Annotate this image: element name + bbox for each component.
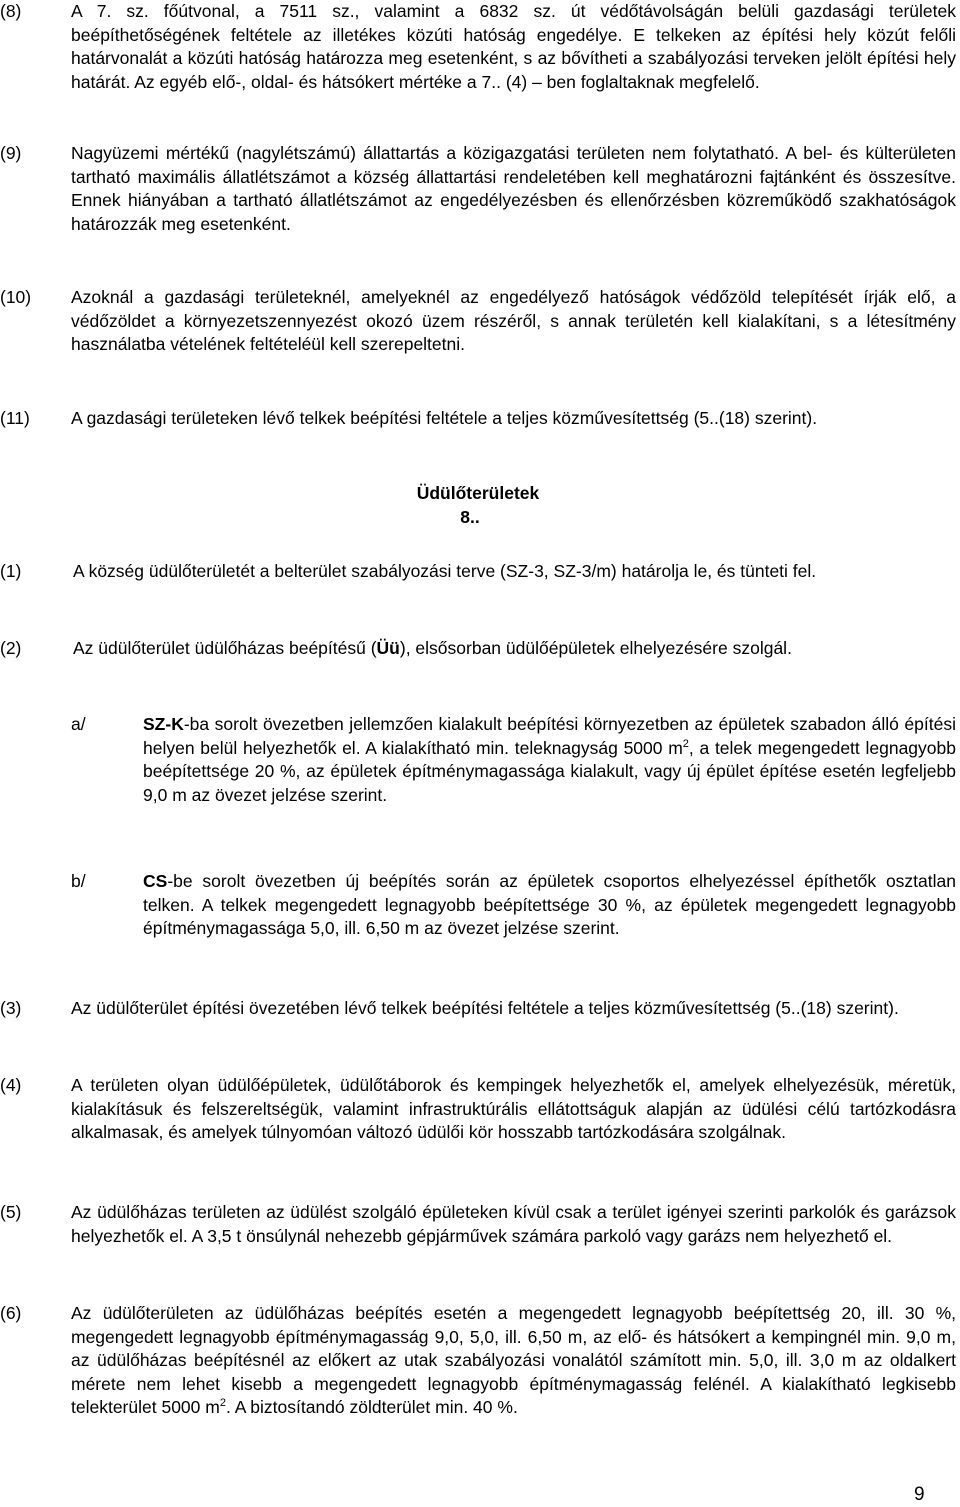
subitem-label: a/ (71, 714, 86, 734)
paragraph-text: Azoknál a gazdasági területeknél, amelyeknél az engedélyező hatóságok védőzöld telepítését írják elő, a védőzöldet a környezetszennyezést okozó üzem részéről, s annak területén kell kialakítani, s a létesítmény használatba vételének feltételéül kell szerepeltetni. (71, 287, 956, 355)
zone-code: SZ-K (143, 714, 184, 734)
paragraph-text: A területen olyan üdülőépületek, üdülőtáborok és kempingek helyezhetők el, amelyek elhelyezésük, méretük, kialakításuk és felszereltségük, valamint infrastruktúrális ellátottságuk alapján az üdülési célú tartózkodásra alkalmasak, és amelyek túlnyomóan változó üdülői kör hosszabb tartózkodására szolgálnak. (71, 1075, 956, 1143)
paragraph-text: A gazdasági területeken lévő telkek beépítési feltétele a teljes közművesítettség (5..(18) szerint). (71, 408, 818, 428)
paragraph-text-before: Az üdülőterület üdülőházas beépítésű ( (73, 638, 377, 658)
subitem-label: b/ (71, 871, 86, 891)
paragraph-text (73, 637, 956, 661)
subitem-text-rest: -be sorolt övezetben új beépítés során az épületek csoportos elhelyezéssel építhetők osztatlan telken. A telkek megengedett legnagyobb beépítettsége 30 %, az épületek megengedett legnagyobb építménymagassága 5,0, ill. 6,50 m az övezet jelzése szerint. (143, 871, 956, 939)
paragraph-number: (8) (0, 1, 22, 21)
paragraph-text: Nagyüzemi mértékű (nagylétszámú) állattartás a közigazgatási területen nem folytatható. A bel- és külterületen tartható maximális állatlétszámot a község állattartási rendeletében kell meghatározni fajtánként és összesítve. Ennek hiányában a tartható állatlétszámot az engedélyezésben és ellenőrzésben közreműködő szakhatóságok határozzák meg esetenként. (71, 143, 956, 234)
paragraph-text-after: . A biztosítandó zöldterület min. 40 %. (225, 1397, 518, 1418)
paragraph-number: (5) (0, 1202, 22, 1222)
zone-code: CS (143, 871, 168, 891)
paragraph-text: A 7. sz. főútvonal, a 7511 sz., valamint a 6832 sz. út védőtávolságán belüli gazdasági területek beépíthetőségének feltétele az illetékes közúti hatóság engedélye. E telkeken az építési hely közút felőli határvonalát a közúti hatóság határozza meg esetenként, s az bővítheti a szabályozási terveken jelölt építési hely határát. Az egyéb elő-, oldal- és hátsókert mértéke a 7.. (4) – ben foglaltaknak megfelelő. (71, 1, 956, 92)
section-heading (0, 482, 960, 529)
paragraph-number: (1) (0, 561, 22, 581)
superscript: 2 (682, 737, 689, 750)
paragraph-number: (11) (0, 408, 30, 428)
paragraph-number: (4) (0, 1075, 22, 1095)
subitem-text (143, 713, 956, 807)
paragraph-number: (3) (0, 998, 22, 1018)
paragraph-number: (2) (0, 638, 22, 658)
paragraph-text: A község üdülőterületét a belterület szabályozási terve (SZ-3, SZ-3/m) határolja le, és tünteti fel. (73, 561, 817, 581)
paragraph-text-after: ), elsősorban üdülőépületek elhelyezésére szolgál. (399, 638, 792, 658)
subitem-text-after: , a telek megengedett legnagyobb beépítettsége 20 %, az épületek építménymagassága kialakult, vagy új épület építése esetén legfeljebb 9,0 m az övezet jelzése szerint. (143, 737, 956, 805)
superscript: 2 (219, 1397, 226, 1410)
paragraph-text: Az üdülőterület építési övezetében lévő telkek beépítési feltétele a teljes közművesítettség (5..(18) szerint). (71, 998, 899, 1018)
paragraph-text (71, 1302, 956, 1420)
page-number: 9 (914, 1484, 925, 1505)
section-title: Üdülőterületek (416, 483, 540, 503)
section-number: 8.. (460, 506, 480, 527)
subitem-text-before: -ba sorolt övezetben jellemzően kialakult beépítési környezetben az épületek szabadon álló építési helyen belül helyezhetők el. A kialakítható min. teleknagyság 5000 m (143, 714, 956, 758)
zone-code: Üü (376, 638, 400, 658)
paragraph-text: Az üdülőházas területen az üdülést szolgáló épületeken kívül csak a terület igényei szerinti parkolók és garázsok helyezhetők el. A 3,5 t önsúlynál nehezebb gépjárművek számára parkoló vagy garázs nem helyezhető el. (71, 1202, 956, 1246)
paragraph-number: (6) (0, 1303, 22, 1323)
paragraph-number: (9) (0, 143, 22, 163)
subitem-text (143, 870, 956, 941)
paragraph-text-before: Az üdülőterületen az üdülőházas beépítés esetén a megengedett legnagyobb beépítettség 20, ill. 30 %, megengedett legnagyobb építménymagasság 9,0, 5,0, ill. 6,50 m, az elő- és hátsókert a kempingnél min. 9,0 m, az üdülőházas beépítésnél az előkert az utak szabályozási vonalától számított min. 5,0, ill. 3,0 m az oldalkert mérete nem lehet kisebb a megengedett legnagyobb építménymagasság felénél. A kialakítható legkisebb telekterület 5000 m (71, 1303, 956, 1418)
paragraph-number: (10) (0, 287, 32, 307)
